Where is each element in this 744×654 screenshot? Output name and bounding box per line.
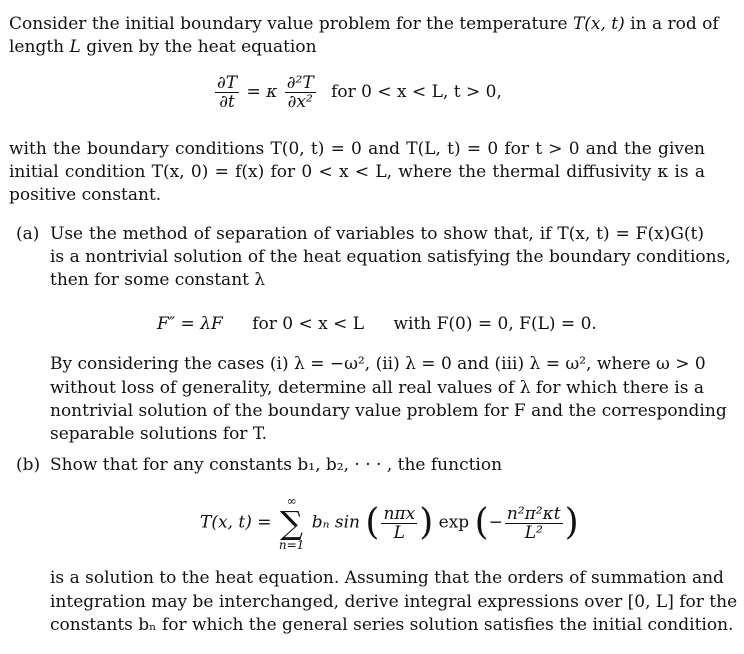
part-b-label: (b) (16, 455, 41, 475)
minus-sign: − (488, 512, 503, 533)
fraction-denominator: ∂t (219, 92, 235, 112)
fraction-numerator: ∂²T (286, 73, 314, 93)
series-lhs: T(x, t) = (200, 512, 272, 533)
right-paren: ) (419, 502, 434, 543)
intro-text: length (9, 37, 65, 57)
sin-argument (381, 505, 417, 542)
part-a-line-1: Use the method of separation of variables to show that, if T(x, t) = F(x)G(t) (50, 224, 704, 244)
bc-line-2: initial condition T(x, 0) = f(x) for 0 < x < L, where the thermal diffusivity κ is a (9, 162, 705, 182)
part-a-label: (a) (16, 224, 40, 244)
summation (279, 494, 304, 552)
temperature-var: T(x, t) (572, 14, 625, 34)
left-paren: ( (365, 502, 380, 543)
left-paren: ( (474, 502, 489, 543)
bc-line-3: positive constant. (9, 185, 162, 205)
cases-line-3: nontrivial solution of the boundary value problem for F and the corresponding (50, 401, 727, 421)
d2T-dx2-fraction (285, 74, 316, 111)
dT-dt-fraction (215, 74, 239, 111)
intro-text-end: given by the heat equation (86, 37, 317, 57)
part-a-line-3: then for some constant λ (50, 270, 266, 290)
cases-line-4: separable solutions for T. (50, 424, 268, 444)
exp-function: exp (438, 512, 470, 533)
ode-equation (157, 313, 597, 337)
part-b-end-1: is a solution to the heat equation. Assuming that the orders of summation and (50, 568, 724, 588)
fraction-numerator: nπx (383, 503, 416, 524)
sum-upper-limit: ∞ (286, 494, 297, 508)
intro-text-end: in a rod of (630, 14, 719, 34)
fraction-denominator: L (393, 522, 405, 543)
part-b-end-3: constants bₙ for which the general series solution satisfies the initial condition. (50, 615, 734, 635)
intro-line-2 (9, 36, 317, 60)
intro-line-1 (9, 13, 719, 37)
fraction-numerator: ∂T (217, 73, 238, 93)
fraction-numerator: n²π²κt (506, 503, 561, 524)
ode-expression: F″ = λF (157, 314, 223, 334)
sum-lower-limit: n=1 (278, 538, 305, 552)
ode-range: for 0 < x < L (252, 314, 365, 334)
length-var: L (69, 37, 81, 57)
heat-equation (213, 74, 502, 111)
bc-line-1: with the boundary conditions T(0, t) = 0 and T(L, t) = 0 for t > 0 and the given (9, 139, 705, 159)
series-solution (200, 494, 579, 552)
sigma-symbol: ∑ (280, 504, 304, 542)
right-paren: ) (564, 502, 579, 543)
part-b-line-1: Show that for any constants b₁, b₂, · · · , the function (50, 455, 503, 475)
cases-line-1: By considering the cases (i) λ = −ω², (ii) λ = 0 and (iii) λ = ω², where ω > 0 (50, 354, 706, 374)
fraction-denominator: L² (524, 522, 543, 543)
coefficient-sin: bₙ sin (311, 512, 361, 533)
cases-line-2: without loss of generality, determine all real values of λ for which there is a (50, 378, 704, 398)
part-a-line-2: is a nontrivial solution of the heat equation satisfying the boundary conditions, (50, 247, 731, 267)
part-b-end-2: integration may be interchanged, derive integral expressions over [0, L] for the (50, 592, 738, 612)
domain-condition: for 0 < x < L, t > 0, (331, 82, 502, 102)
fraction-denominator: ∂x² (287, 92, 313, 112)
exp-argument (505, 505, 563, 542)
equals-kappa: = κ (246, 82, 278, 102)
ode-boundary: with F(0) = 0, F(L) = 0. (393, 314, 597, 334)
intro-text: Consider the initial boundary value problem for the temperature (9, 14, 568, 34)
